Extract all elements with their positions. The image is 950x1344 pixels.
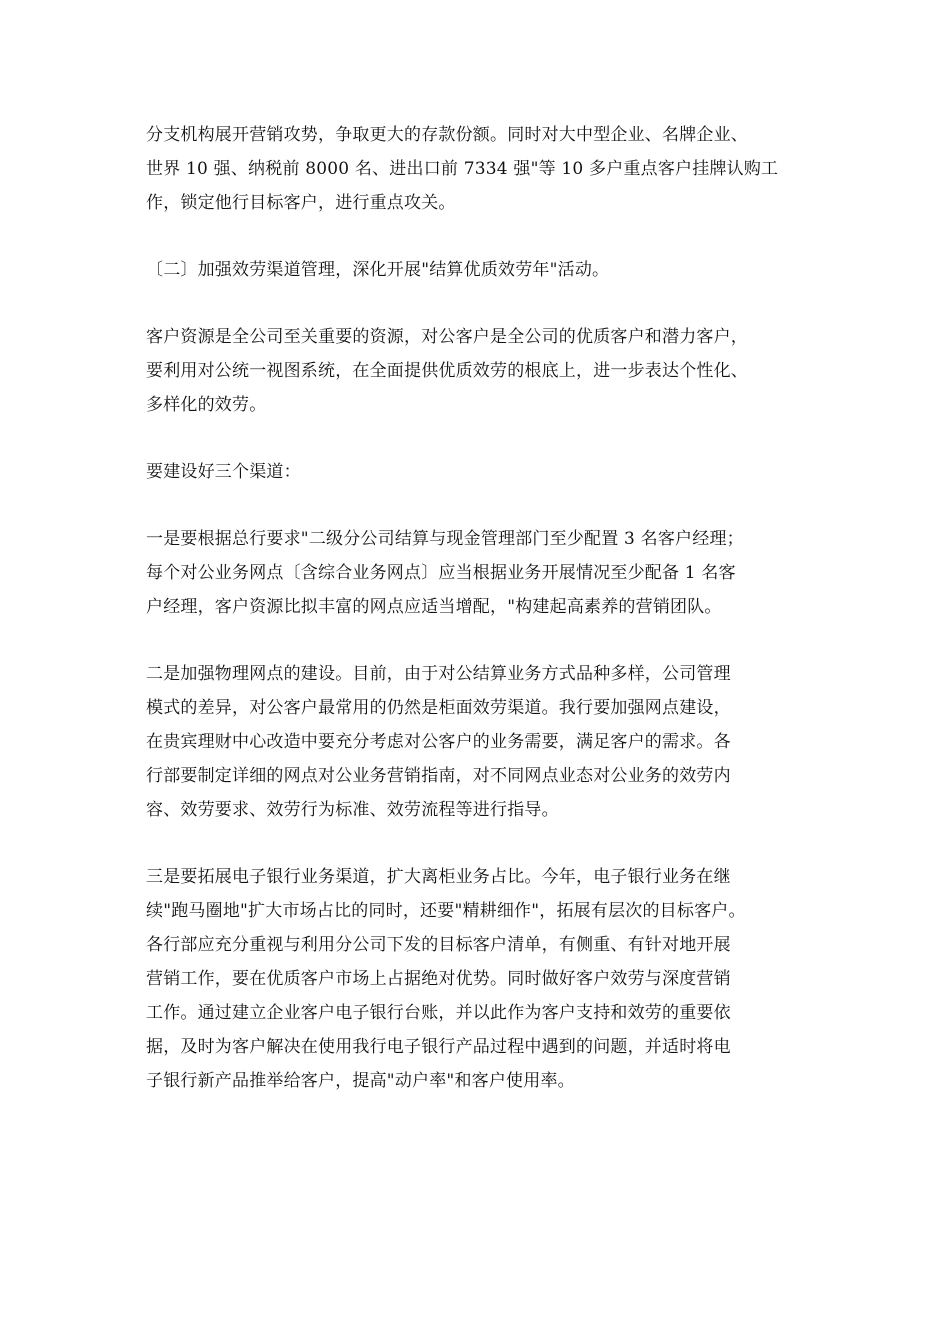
text-line: 户经理，客户资源比拟丰富的网点应适当增配，"构建起高素养的营销团队。: [146, 597, 722, 617]
text-line: 要利用对公统一视图系统，在全面提供优质效劳的根底上，进一步表达个性化、: [146, 361, 748, 381]
text-line: 要建设好三个渠道：: [146, 462, 301, 482]
text-line: 客户资源是全公司至关重要的资源，对公客户是全公司的优质客户和潜力客户，: [146, 327, 748, 347]
text-line: 多样化的效劳。: [146, 395, 267, 415]
text-line: 世界 10 强、纳税前 8000 名、进出口前 7334 强"等 10 多户重点客户挂牌认购工: [146, 159, 779, 179]
text-line: 子银行新产品推举给客户，提高"动户率"和客户使用率。: [146, 1071, 575, 1091]
text-line: 工作。通过建立企业客户电子银行台账，并以此作为客户支持和效劳的重要依: [146, 1003, 731, 1023]
text-line: 作，锁定他行目标客户，进行重点攻关。: [146, 193, 456, 213]
paragraph-channel-two: [146, 657, 810, 827]
text-line: 在贵宾理财中心改造中要充分考虑对公客户的业务需要，满足客户的需求。各: [146, 732, 731, 752]
text-line: 模式的差异，对公客户最常用的仍然是柜面效劳渠道。我行要加强网点建设，: [146, 698, 731, 718]
text-line: 〔二〕加强效劳渠道管理，深化开展"结算优质效劳年"活动。: [146, 260, 610, 280]
section-heading-channel-management: [146, 253, 810, 287]
document-body: [146, 118, 810, 1131]
text-line: 各行部应充分重视与利用分公司下发的目标客户清单，有侧重、有针对地开展: [146, 935, 731, 955]
text-line: 营销工作，要在优质客户市场上占据绝对优势。同时做好客户效劳与深度营销: [146, 969, 731, 989]
paragraph-channel-one: [146, 522, 810, 624]
paragraph-three-channels-intro: [146, 455, 810, 489]
text-line: 续"跑马圈地"扩大市场占比的同时，还要"精耕细作"，拓展有层次的目标客户。: [146, 901, 746, 921]
paragraph-customer-resources: [146, 320, 810, 422]
text-line: 二是加强物理网点的建设。目前，由于对公结算业务方式品种多样，公司管理: [146, 664, 731, 684]
paragraph-channel-three: [146, 860, 810, 1098]
text-line: 分支机构展开营销攻势，争取更大的存款份额。同时对大中型企业、名牌企业、: [146, 125, 748, 145]
text-line: 三是要拓展电子银行业务渠道，扩大离柜业务占比。今年，电子银行业务在继: [146, 867, 731, 887]
paragraph-branch-marketing: [146, 118, 810, 220]
text-line: 一是要根据总行要求"二级分公司结算与现金管理部门至少配置 3 名客户经理；: [146, 529, 744, 549]
text-line: 据，及时为客户解决在使用我行电子银行产品过程中遇到的问题，并适时将电: [146, 1037, 731, 1057]
text-line: 每个对公业务网点〔含综合业务网点〕应当根据业务开展情况至少配备 1 名客: [146, 563, 736, 583]
text-line: 容、效劳要求、效劳行为标准、效劳流程等进行指导。: [146, 800, 559, 820]
text-line: 行部要制定详细的网点对公业务营销指南，对不同网点业态对公业务的效劳内: [146, 766, 731, 786]
